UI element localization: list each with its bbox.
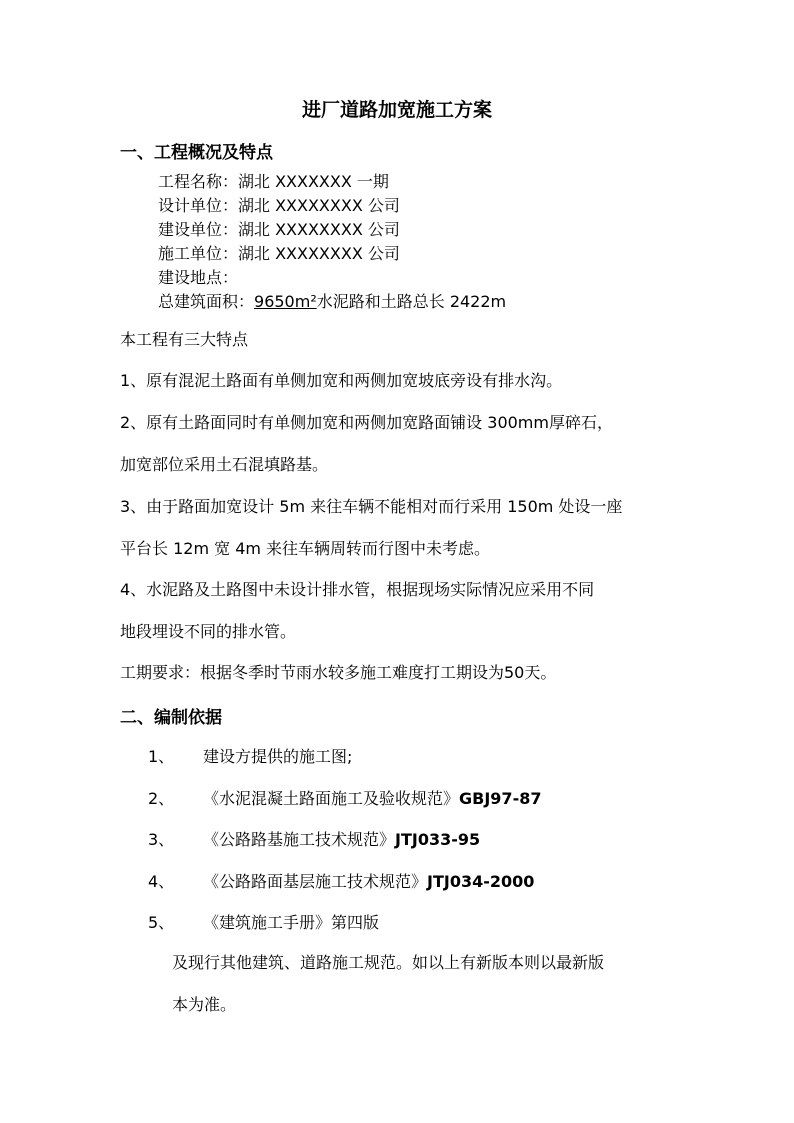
basis-item-num: 4、 [148,872,175,891]
basis-item-num: 3、 [148,830,175,849]
design-unit: 设计单位：湖北 XXXXXXXX 公司 [158,196,400,215]
basis-item-code: GBJ97-87 [459,789,542,808]
basis-item-text [203,744,352,767]
basis-item-title: 《公路路面基层施工技术规范》 [203,872,428,891]
features-intro: 本工程有三大特点 [120,330,249,349]
feature-3-line2: 平台长 12m 宽 4m 来往车辆周转而行图中未考虑。 [120,539,491,558]
construction-unit: 施工单位：湖北 XXXXXXXX 公司 [158,244,400,263]
basis-item-title: 《公路路基施工技术规范》 [203,830,396,849]
feature-4-line1: 4、水泥路及土路图中未设计排水管，根据现场实际情况应采用不同 [120,580,595,599]
basis-item-text [203,827,480,850]
area-value: 9650m² [254,292,317,311]
basis-item-code: JTJ034-2000 [427,872,535,891]
basis-item-text [203,869,534,892]
area-label: 总建筑面积： [158,292,255,311]
schedule-requirement: 工期要求：根据冬季时节雨水较多施工难度打工期设为50天。 [120,663,557,682]
section2-heading: 二、编制依据 [120,708,222,728]
basis-item-text [203,786,541,809]
closing-line2: 本为准。 [172,995,237,1014]
basis-item-num: 2、 [148,789,175,808]
basis-item-text [203,910,379,933]
basis-item-title: 建设方提供的施工图; [203,747,353,766]
feature-1: 1、原有混泥土路面有单侧加宽和两侧加宽坡底旁设有排水沟。 [120,371,563,390]
build-location: 建设地点： [158,268,239,287]
feature-4-line2: 地段埋设不同的排水管。 [120,622,297,641]
closing-line1: 及现行其他建筑、道路施工规范。如以上有新版本则以最新版 [172,953,605,972]
feature-2-line1: 2、原有土路面同时有单侧加宽和两侧加宽路面铺设 300mm厚碎石， [120,413,613,432]
total-area-line [158,291,506,313]
area-rest: 水泥路和土路总长 2422m [316,292,507,311]
feature-3-line1: 3、由于路面加宽设计 5m 来往车辆不能相对而行采用 150m 处设一座 [120,497,623,516]
basis-item-title: 《建筑施工手册》第四版 [203,913,380,932]
section1-heading: 一、工程概况及特点 [120,143,273,163]
project-name: 工程名称：湖北 XXXXXXX 一期 [158,172,389,191]
build-unit: 建设单位：湖北 XXXXXXXX 公司 [158,220,400,239]
basis-item-title: 《水泥混凝土路面施工及验收规范》 [203,789,460,808]
basis-item-num: 1、 [148,747,175,766]
basis-item-num: 5、 [148,913,175,932]
feature-2-line2: 加宽部位采用土石混填路基。 [120,455,329,474]
document-title: 进厂道路加宽施工方案 [301,99,492,121]
basis-item-code: JTJ033-95 [395,830,481,849]
